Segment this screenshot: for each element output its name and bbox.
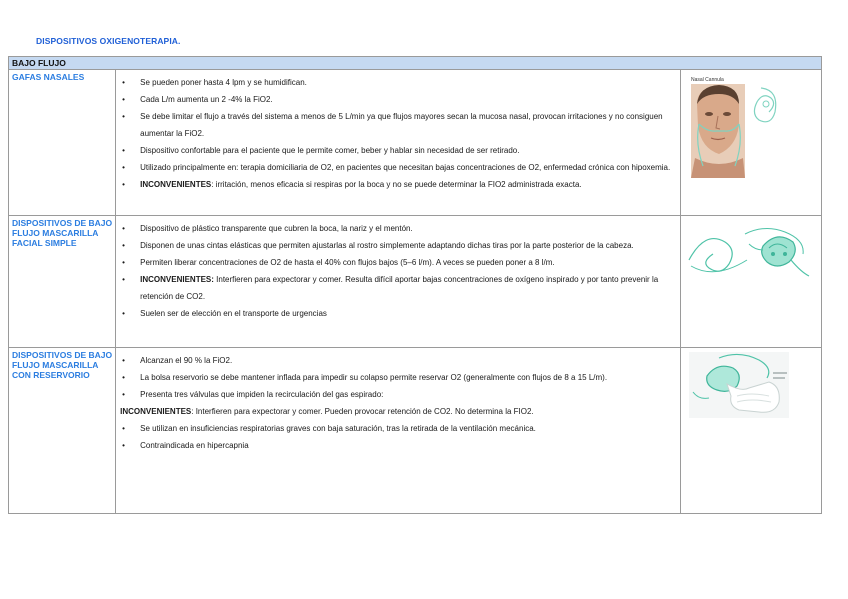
device-name: DISPOSITIVOS DE BAJO FLUJO MASCARILLA FACIAL SIMPLE (9, 216, 116, 348)
nasal-cannula-illustration (689, 74, 789, 178)
device-description (116, 70, 681, 216)
section-heading: BAJO FLUJO (9, 57, 822, 70)
list-item-text: Disponen de unas cintas elásticas que permiten ajustarlas al rostro simplemente adaptando dichas tiras por la parte posterior de la cabeza. (140, 241, 634, 250)
list-item-text: Se pueden poner hasta 4 lpm y se humidifican. (140, 78, 307, 87)
list-item (120, 159, 674, 176)
list-item (120, 254, 674, 271)
list-item-text: Contraindicada en hipercapnia (140, 441, 249, 450)
list-item (120, 237, 674, 254)
list-item (120, 142, 674, 159)
inconvenientes-label: INCONVENIENTES: (140, 275, 214, 284)
table-row (9, 348, 822, 514)
inconvenientes-label: INCONVENIENTES (140, 180, 212, 189)
list-item-text: Interfieren para expectorar y comer. Resulta difícil aportar bajas concentraciones de oxígeno inspirado y por tanto prevenir la retención de CO2. (140, 275, 659, 301)
inconvenientes-label: INCONVENIENTES (120, 407, 192, 416)
list-item-text: Cada L/m aumenta un 2 -4% la FiO2. (140, 95, 273, 104)
devices-table (8, 56, 822, 514)
list-item-text: Se debe limitar el flujo a través del sistema a menos de 5 L/min ya que flujos mayores secan la mucosa nasal, provocan irritaciones y no consiguen aumentar la FiO2. (140, 112, 663, 138)
list-item (120, 437, 674, 454)
reservoir-mask-illustration (689, 352, 789, 418)
simple-face-mask-illustration (685, 220, 813, 286)
list-item (120, 108, 674, 142)
list-item (120, 386, 674, 403)
list-item (120, 369, 674, 386)
image-cell (680, 70, 821, 216)
list-item (120, 74, 674, 91)
list-item-text: Alcanzan el 90 % la FiO2. (140, 356, 233, 365)
bullet-list (116, 70, 680, 195)
list-item-text: Presenta tres válvulas que impiden la recirculación del gas espirado: (140, 390, 384, 399)
document-title: DISPOSITIVOS OXIGENOTERAPIA. (36, 36, 181, 46)
list-item-text: Suelen ser de elección en el transporte de urgencias (140, 309, 327, 318)
list-item (120, 176, 674, 193)
list-item-text: Dispositivo confortable para el paciente que le permite comer, beber y hablar sin necesidad de ser retirado. (140, 146, 520, 155)
device-name: DISPOSITIVOS DE BAJO FLUJO MASCARILLA CON RESERVORIO (9, 348, 116, 514)
bullet-list (116, 348, 680, 456)
list-item (120, 91, 674, 108)
list-item-text: Permiten liberar concentraciones de O2 de hasta el 40% con flujos bajos (5–6 l/m). A veces se pueden poner a 8 l/m. (140, 258, 555, 267)
table-row (9, 216, 822, 348)
section-header-row (9, 57, 822, 70)
list-item-text: La bolsa reservorio se debe mantener inflada para impedir su colapso permite reservar O2 (generalmente con flujos de 8 a 15 L/m). (140, 373, 608, 382)
list-item (120, 420, 674, 437)
list-item-text: : irritación, menos eficacia si respiras por la boca y no se puede determinar la FIO2 administrada exacta. (211, 180, 582, 189)
table-row (9, 70, 822, 216)
list-item-text: Utilizado principalmente en: terapia domiciliaria de O2, en pacientes que necesitan bajas concentraciones de O2, enfermedad crónica con hipoxemia. (140, 163, 671, 172)
list-item (120, 352, 674, 369)
list-item-text: : Interfieren para expectorar y comer. Pueden provocar retención de CO2. No determina la FIO2. (191, 407, 534, 416)
image-caption: Nasal Cannula (690, 77, 724, 83)
device-name: GAFAS NASALES (9, 70, 116, 216)
device-description (116, 216, 681, 348)
list-item (120, 305, 674, 322)
list-item-text: Se utilizan en insuficiencias respiratorias graves con baja saturación, tras la retirada de la ventilación mecánica. (140, 424, 536, 433)
image-cell (680, 216, 821, 348)
bullet-list (116, 216, 680, 324)
list-item (120, 271, 674, 305)
device-description (116, 348, 681, 514)
list-item (120, 403, 674, 420)
image-cell (680, 348, 821, 514)
list-item-text: Dispositivo de plástico transparente que cubren la boca, la nariz y el mentón. (140, 224, 413, 233)
list-item (120, 220, 674, 237)
